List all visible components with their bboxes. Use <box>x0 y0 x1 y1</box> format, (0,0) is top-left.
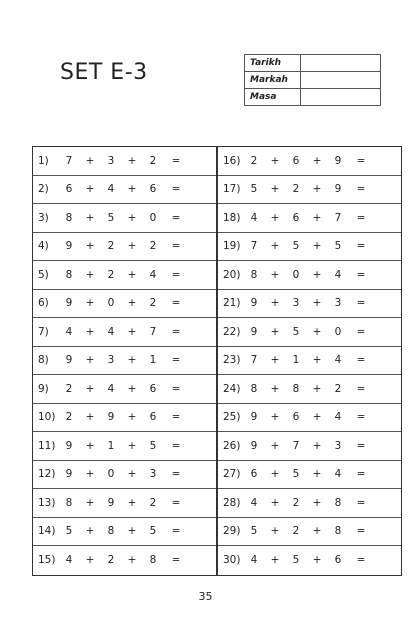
equals-sign: = <box>171 382 181 395</box>
problem-row <box>33 546 216 575</box>
addend-1: 6 <box>65 183 73 196</box>
problem-row <box>218 489 401 518</box>
problem-row <box>218 261 401 290</box>
date-label: Tarikh <box>245 55 301 72</box>
addend-1: 8 <box>250 382 258 395</box>
addend-2: 2 <box>107 554 115 567</box>
addend-1: 5 <box>65 525 73 538</box>
addend-3: 5 <box>149 439 157 452</box>
answer-space[interactable] <box>189 347 216 375</box>
problem-number: 13) <box>38 496 56 509</box>
answer-space[interactable] <box>189 318 216 346</box>
addend-1: 2 <box>65 382 73 395</box>
equals-sign: = <box>356 554 366 567</box>
problem-row <box>218 546 401 575</box>
plus-sign: + <box>312 354 322 367</box>
answer-space[interactable] <box>374 375 401 403</box>
answer-space[interactable] <box>189 461 216 489</box>
problem-row <box>33 147 216 176</box>
answer-space[interactable] <box>189 290 216 318</box>
problem-row <box>218 176 401 205</box>
problem-number: 8) <box>38 354 49 367</box>
time-label: Masa <box>245 89 301 106</box>
equals-sign: = <box>356 183 366 196</box>
addend-3: 5 <box>149 525 157 538</box>
addend-3: 3 <box>149 468 157 481</box>
problem-number: 26) <box>223 439 241 452</box>
problem-row <box>33 290 216 319</box>
plus-sign: + <box>270 554 280 567</box>
addend-2: 1 <box>107 439 115 452</box>
addend-1: 9 <box>65 354 73 367</box>
addend-1: 9 <box>250 325 258 338</box>
addend-1: 9 <box>65 439 73 452</box>
answer-space[interactable] <box>189 375 216 403</box>
answer-space[interactable] <box>189 204 216 232</box>
problem-number: 10) <box>38 411 56 424</box>
worksheet-title: SET E-3 <box>60 60 148 85</box>
plus-sign: + <box>127 325 137 338</box>
plus-sign: + <box>127 183 137 196</box>
answer-space[interactable] <box>374 432 401 460</box>
problem-number: 9) <box>38 382 49 395</box>
plus-sign: + <box>312 325 322 338</box>
answer-space[interactable] <box>374 204 401 232</box>
equals-sign: = <box>171 439 181 452</box>
addend-1: 2 <box>250 154 258 167</box>
time-field[interactable] <box>301 89 381 106</box>
plus-sign: + <box>127 268 137 281</box>
plus-sign: + <box>85 439 95 452</box>
addend-3: 0 <box>149 211 157 224</box>
addend-1: 8 <box>250 268 258 281</box>
answer-space[interactable] <box>189 489 216 517</box>
addend-1: 8 <box>65 496 73 509</box>
problem-number: 29) <box>223 525 241 538</box>
addend-2: 5 <box>292 468 300 481</box>
addend-2: 4 <box>107 183 115 196</box>
problem-number: 24) <box>223 382 241 395</box>
problem-row <box>218 518 401 547</box>
problem-number: 2) <box>38 183 49 196</box>
answer-space[interactable] <box>189 233 216 261</box>
problem-number: 1) <box>38 154 49 167</box>
addend-3: 7 <box>334 211 342 224</box>
addend-1: 9 <box>65 240 73 253</box>
addend-3: 3 <box>334 297 342 310</box>
addend-3: 4 <box>334 268 342 281</box>
info-row-date <box>245 55 381 72</box>
problem-row <box>33 233 216 262</box>
problem-row <box>33 432 216 461</box>
answer-space[interactable] <box>374 176 401 204</box>
equals-sign: = <box>171 354 181 367</box>
addend-3: 6 <box>149 382 157 395</box>
equals-sign: = <box>171 183 181 196</box>
problem-row <box>33 176 216 205</box>
addend-1: 4 <box>250 211 258 224</box>
equals-sign: = <box>356 268 366 281</box>
addend-3: 2 <box>149 240 157 253</box>
plus-sign: + <box>127 496 137 509</box>
plus-sign: + <box>270 325 280 338</box>
info-row-time <box>245 89 381 106</box>
addend-3: 2 <box>334 382 342 395</box>
problem-row <box>218 404 401 433</box>
plus-sign: + <box>127 154 137 167</box>
page-number: 35 <box>198 590 213 603</box>
answer-space[interactable] <box>189 432 216 460</box>
answer-space[interactable] <box>189 261 216 289</box>
problem-row <box>218 233 401 262</box>
addend-1: 4 <box>250 496 258 509</box>
addend-2: 1 <box>292 354 300 367</box>
addend-3: 2 <box>149 297 157 310</box>
addend-3: 8 <box>334 525 342 538</box>
equals-sign: = <box>356 240 366 253</box>
addend-2: 6 <box>292 211 300 224</box>
plus-sign: + <box>312 525 322 538</box>
answer-space[interactable] <box>374 461 401 489</box>
answer-space[interactable] <box>374 489 401 517</box>
addend-1: 9 <box>250 411 258 424</box>
problem-number: 17) <box>223 183 241 196</box>
plus-sign: + <box>127 382 137 395</box>
equals-sign: = <box>356 525 366 538</box>
plus-sign: + <box>127 211 137 224</box>
plus-sign: + <box>270 382 280 395</box>
plus-sign: + <box>127 411 137 424</box>
addend-1: 9 <box>250 297 258 310</box>
equals-sign: = <box>171 468 181 481</box>
equals-sign: = <box>356 411 366 424</box>
date-field[interactable] <box>301 55 381 72</box>
answer-space[interactable] <box>374 318 401 346</box>
answer-space[interactable] <box>189 546 216 575</box>
addend-2: 8 <box>107 525 115 538</box>
problem-number: 30) <box>223 554 241 567</box>
addend-2: 9 <box>107 496 115 509</box>
plus-sign: + <box>312 496 322 509</box>
plus-sign: + <box>270 268 280 281</box>
addend-2: 4 <box>107 325 115 338</box>
addend-3: 5 <box>334 240 342 253</box>
plus-sign: + <box>312 268 322 281</box>
equals-sign: = <box>171 325 181 338</box>
plus-sign: + <box>270 496 280 509</box>
equals-sign: = <box>171 268 181 281</box>
plus-sign: + <box>85 354 95 367</box>
addend-3: 2 <box>149 496 157 509</box>
plus-sign: + <box>127 439 137 452</box>
plus-sign: + <box>85 325 95 338</box>
addend-1: 7 <box>250 354 258 367</box>
addend-2: 5 <box>107 211 115 224</box>
answer-space[interactable] <box>189 176 216 204</box>
addend-1: 2 <box>65 411 73 424</box>
problem-row <box>33 489 216 518</box>
addend-1: 4 <box>65 325 73 338</box>
equals-sign: = <box>171 297 181 310</box>
addend-1: 5 <box>250 525 258 538</box>
problem-number: 3) <box>38 211 49 224</box>
problem-number: 22) <box>223 325 241 338</box>
equals-sign: = <box>356 382 366 395</box>
plus-sign: + <box>312 297 322 310</box>
plus-sign: + <box>85 382 95 395</box>
plus-sign: + <box>270 468 280 481</box>
plus-sign: + <box>270 154 280 167</box>
addend-2: 8 <box>292 382 300 395</box>
problem-number: 5) <box>38 268 49 281</box>
plus-sign: + <box>270 183 280 196</box>
plus-sign: + <box>85 183 95 196</box>
addend-2: 2 <box>107 240 115 253</box>
problem-number: 27) <box>223 468 241 481</box>
plus-sign: + <box>85 496 95 509</box>
plus-sign: + <box>270 211 280 224</box>
addend-1: 7 <box>250 240 258 253</box>
answer-space[interactable] <box>374 347 401 375</box>
addend-3: 7 <box>149 325 157 338</box>
plus-sign: + <box>312 154 322 167</box>
addend-2: 5 <box>292 554 300 567</box>
addend-1: 5 <box>250 183 258 196</box>
plus-sign: + <box>270 411 280 424</box>
addend-2: 6 <box>292 154 300 167</box>
addend-3: 4 <box>149 268 157 281</box>
problem-number: 16) <box>223 154 241 167</box>
plus-sign: + <box>127 468 137 481</box>
addend-2: 2 <box>107 268 115 281</box>
plus-sign: + <box>312 183 322 196</box>
answer-space[interactable] <box>374 261 401 289</box>
problem-row <box>33 375 216 404</box>
problem-number: 6) <box>38 297 49 310</box>
addend-1: 8 <box>65 268 73 281</box>
equals-sign: = <box>356 154 366 167</box>
equals-sign: = <box>356 325 366 338</box>
answer-space[interactable] <box>374 147 401 175</box>
plus-sign: + <box>85 240 95 253</box>
addend-1: 6 <box>250 468 258 481</box>
problem-number: 11) <box>38 439 56 452</box>
plus-sign: + <box>270 354 280 367</box>
problem-number: 14) <box>38 525 56 538</box>
addend-3: 8 <box>149 554 157 567</box>
problem-number: 28) <box>223 496 241 509</box>
equals-sign: = <box>171 496 181 509</box>
problem-column-right <box>218 147 401 575</box>
problem-row <box>33 261 216 290</box>
problem-number: 18) <box>223 211 241 224</box>
equals-sign: = <box>356 297 366 310</box>
addend-2: 2 <box>292 525 300 538</box>
problem-number: 21) <box>223 297 241 310</box>
plus-sign: + <box>312 382 322 395</box>
problem-row <box>218 147 401 176</box>
equals-sign: = <box>356 439 366 452</box>
plus-sign: + <box>312 240 322 253</box>
equals-sign: = <box>356 211 366 224</box>
addend-3: 2 <box>149 154 157 167</box>
addend-2: 3 <box>292 297 300 310</box>
answer-space[interactable] <box>374 233 401 261</box>
plus-sign: + <box>85 297 95 310</box>
addend-2: 0 <box>292 268 300 281</box>
answer-space[interactable] <box>374 290 401 318</box>
answer-space[interactable] <box>374 546 401 575</box>
addend-1: 9 <box>65 468 73 481</box>
problem-grid <box>32 146 402 576</box>
plus-sign: + <box>85 554 95 567</box>
plus-sign: + <box>312 411 322 424</box>
info-table <box>244 54 381 106</box>
problem-row <box>218 432 401 461</box>
addend-1: 9 <box>250 439 258 452</box>
addend-2: 5 <box>292 325 300 338</box>
problem-row <box>33 204 216 233</box>
addend-2: 7 <box>292 439 300 452</box>
addend-1: 8 <box>65 211 73 224</box>
problem-row <box>218 347 401 376</box>
equals-sign: = <box>171 554 181 567</box>
problem-row <box>33 461 216 490</box>
equals-sign: = <box>171 411 181 424</box>
answer-space[interactable] <box>189 518 216 546</box>
plus-sign: + <box>85 525 95 538</box>
answer-space[interactable] <box>189 147 216 175</box>
problem-row <box>218 461 401 490</box>
addend-2: 3 <box>107 354 115 367</box>
addend-2: 2 <box>292 183 300 196</box>
equals-sign: = <box>171 154 181 167</box>
addend-3: 1 <box>149 354 157 367</box>
equals-sign: = <box>356 468 366 481</box>
problem-row <box>218 290 401 319</box>
plus-sign: + <box>312 554 322 567</box>
plus-sign: + <box>270 525 280 538</box>
info-row-marks <box>245 72 381 89</box>
problem-number: 20) <box>223 268 241 281</box>
equals-sign: = <box>171 211 181 224</box>
answer-space[interactable] <box>374 404 401 432</box>
problem-number: 7) <box>38 325 49 338</box>
plus-sign: + <box>270 439 280 452</box>
addend-2: 3 <box>107 154 115 167</box>
addend-3: 9 <box>334 183 342 196</box>
problem-row <box>218 375 401 404</box>
equals-sign: = <box>171 525 181 538</box>
addend-2: 9 <box>107 411 115 424</box>
marks-field[interactable] <box>301 72 381 89</box>
marks-label: Markah <box>245 72 301 89</box>
problem-row <box>218 204 401 233</box>
addend-2: 2 <box>292 496 300 509</box>
problem-number: 4) <box>38 240 49 253</box>
addend-3: 4 <box>334 411 342 424</box>
addend-3: 3 <box>334 439 342 452</box>
addend-3: 6 <box>149 183 157 196</box>
addend-3: 0 <box>334 325 342 338</box>
problem-row <box>33 518 216 547</box>
addend-3: 6 <box>149 411 157 424</box>
answer-space[interactable] <box>189 404 216 432</box>
equals-sign: = <box>171 240 181 253</box>
problem-number: 19) <box>223 240 241 253</box>
addend-3: 4 <box>334 354 342 367</box>
plus-sign: + <box>127 354 137 367</box>
problem-row <box>218 318 401 347</box>
problem-column-left <box>33 147 218 575</box>
addend-3: 6 <box>334 554 342 567</box>
equals-sign: = <box>356 496 366 509</box>
addend-1: 9 <box>65 297 73 310</box>
addend-3: 4 <box>334 468 342 481</box>
problem-number: 23) <box>223 354 241 367</box>
plus-sign: + <box>85 468 95 481</box>
plus-sign: + <box>312 468 322 481</box>
addend-2: 0 <box>107 297 115 310</box>
answer-space[interactable] <box>374 518 401 546</box>
problem-number: 12) <box>38 468 56 481</box>
plus-sign: + <box>127 297 137 310</box>
addend-1: 7 <box>65 154 73 167</box>
addend-2: 6 <box>292 411 300 424</box>
problem-number: 15) <box>38 554 56 567</box>
equals-sign: = <box>356 354 366 367</box>
problem-row <box>33 318 216 347</box>
plus-sign: + <box>270 297 280 310</box>
addend-1: 4 <box>65 554 73 567</box>
plus-sign: + <box>312 211 322 224</box>
addend-2: 4 <box>107 382 115 395</box>
plus-sign: + <box>270 240 280 253</box>
addend-3: 9 <box>334 154 342 167</box>
addend-2: 0 <box>107 468 115 481</box>
addend-1: 4 <box>250 554 258 567</box>
problem-number: 25) <box>223 411 241 424</box>
problem-row <box>33 347 216 376</box>
plus-sign: + <box>85 411 95 424</box>
addend-3: 8 <box>334 496 342 509</box>
plus-sign: + <box>312 439 322 452</box>
plus-sign: + <box>127 554 137 567</box>
plus-sign: + <box>127 240 137 253</box>
plus-sign: + <box>85 268 95 281</box>
problem-row <box>33 404 216 433</box>
plus-sign: + <box>85 154 95 167</box>
plus-sign: + <box>85 211 95 224</box>
plus-sign: + <box>127 525 137 538</box>
addend-2: 5 <box>292 240 300 253</box>
